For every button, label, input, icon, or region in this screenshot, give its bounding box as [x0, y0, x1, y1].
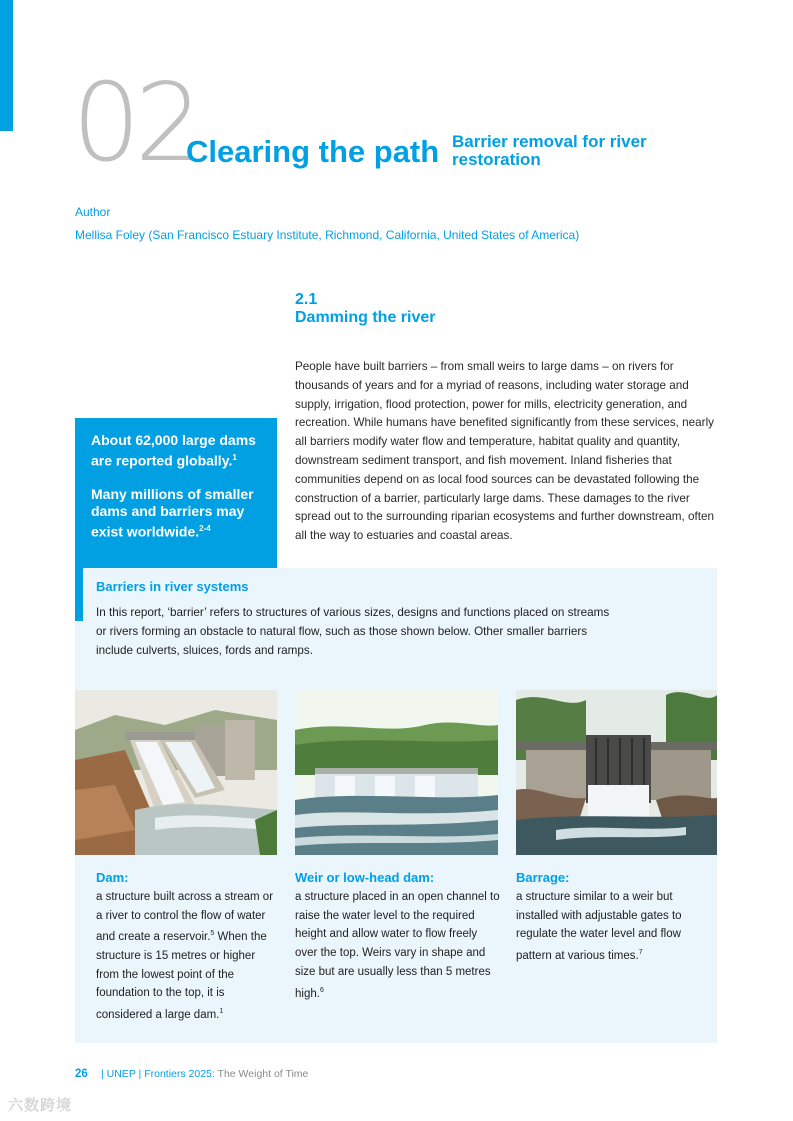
weir-title: Weir or low-head dam:: [295, 870, 435, 885]
weir-illustration: [295, 690, 498, 855]
weir-description-text: a structure placed in an open channel to raise the water level to the required height and allow water to flow freely over the top. Weirs vary in shape and size but are usually less than 5 metres high.: [295, 891, 500, 1000]
dam-illustration: [75, 690, 277, 855]
author-name: Mellisa Foley (San Francisco Estuary Institute, Richmond, California, United States of America): [75, 228, 580, 242]
barrage-ref: 7: [638, 949, 643, 957]
dam-title: Dam:: [96, 870, 129, 885]
stat-small-dams-text: Many millions of smaller dams and barriers may exist worldwide.: [91, 485, 254, 540]
stats-callout: [75, 418, 277, 568]
dam-description-extra: When the structure is 15 metres or higher from the lowest point of the foundation to the top, it is considered a large dam.: [96, 931, 267, 1021]
barriers-panel-accent: [75, 568, 83, 621]
page-number: 26: [75, 1068, 88, 1080]
section-number: 2.1: [295, 291, 318, 308]
stat-large-dams-ref: 1: [232, 453, 237, 462]
dam-ref: 5: [210, 930, 215, 938]
barriers-panel-title: Barriers in river systems: [96, 579, 249, 594]
section-title: Damming the river: [295, 309, 436, 326]
chapter-subtitle: Barrier removal for river restoration: [452, 132, 647, 169]
author-label: Author: [75, 205, 111, 219]
barrage-illustration: [516, 690, 717, 855]
weir-ref: 6: [319, 986, 324, 994]
stat-large-dams-text: About 62,000 large dams are reported globally.: [91, 432, 256, 469]
footer-publisher: | UNEP | Frontiers 2025:: [101, 1068, 215, 1080]
barrage-description-text: a structure similar to a weir but installed with adjustable gates to regulate the water level and flow pattern at various times.: [516, 891, 682, 962]
stat-small-dams-ref: 2-4: [199, 523, 211, 533]
dam-description: [96, 888, 278, 1025]
barrier-type-dam: [96, 870, 278, 1025]
footer-publication: [101, 1068, 308, 1080]
footer-publication-title: The Weight of Time: [214, 1068, 309, 1080]
chapter-title: Clearing the path: [186, 134, 440, 169]
barrage-description: [516, 888, 706, 966]
stat-small-dams: [91, 486, 267, 541]
section-paragraph: People have built barriers – from small weirs to large dams – on rivers for thousands of years and for a myriad of reasons, including water storage and supply, irrigation, flood protection, power for mills, electricity generation, and recreation. While humans have benefited significantly from these services, nearly all barriers modify water flow and temperature, habitat quality and quantity, downstream sediment transport, and fish movement. Inland fisheries that communities depend on as local food sources can be devastated following the construction of a barrier, particularly large dams. These damages to the river spread out to the surrounding riparian ecosystems and further downstream, often all the way to estuaries and coastal areas.: [295, 360, 715, 543]
weir-description: [295, 888, 500, 1003]
chapter-number: 02: [72, 61, 198, 186]
barriers-panel-description: In this report, ‘barrier’ refers to structures of various sizes, designs and functions placed on streams or rivers forming an obstacle to natural flow, such as those shown below. Other smaller barriers include culverts, sluices, fords and ramps.: [96, 606, 610, 657]
watermark-logo: 六数跨境: [8, 1097, 73, 1114]
dam-description-text: a structure built across a stream or a river to control the flow of water and create a reservoir.: [96, 891, 274, 944]
barrier-type-barrage: [516, 870, 706, 966]
page-accent-bar: [0, 0, 13, 131]
barrage-title: Barrage:: [516, 870, 570, 885]
stat-large-dams: [91, 432, 267, 470]
barrier-type-weir: [295, 870, 500, 1003]
dam-extra-ref: 1: [219, 1008, 224, 1016]
